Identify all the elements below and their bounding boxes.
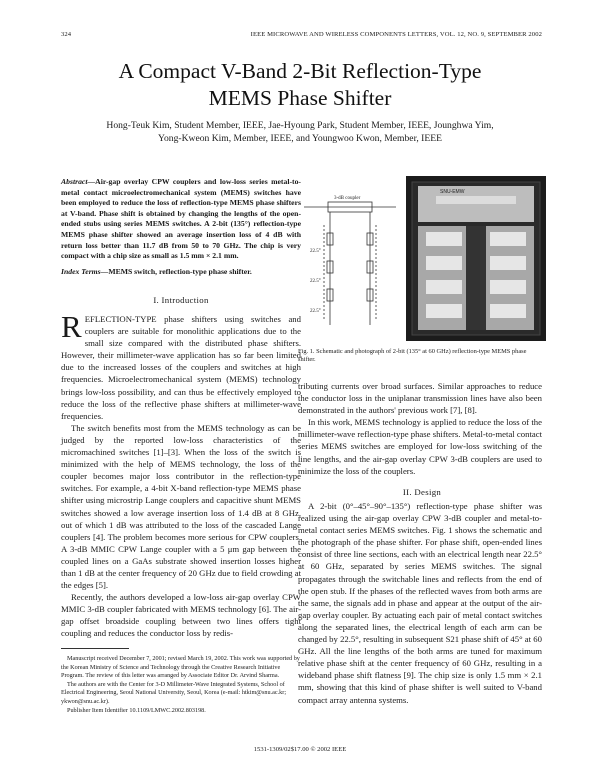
index-terms-text: MEMS switch, reflection-type phase shifter. bbox=[108, 267, 252, 276]
authors-line-2: Yong-Kweon Kim, Member, IEEE, and Youngwoo Kwon, Member, IEEE bbox=[158, 132, 442, 144]
stub-label-1: 22.5° bbox=[310, 249, 321, 254]
footnote-affiliation: The authors are with the Center for 3-D Millimeter-Wave Integrated Systems, School of Electrical Engineering, Seoul National University, Seoul, Korea (e-mail: htkim@snu.ac.kr; ykwon@snu.ac.kr). bbox=[61, 680, 287, 705]
title-line-1: A Compact V-Band 2-Bit Reflection-Type bbox=[118, 59, 482, 83]
footnote-rule bbox=[61, 648, 129, 649]
stub-label-2: 22.5° bbox=[310, 279, 321, 284]
column-2-body-top bbox=[298, 380, 542, 477]
page-number: 324 bbox=[61, 31, 72, 38]
copyright-footer: 1531-1309/02$17.00 © 2002 IEEE bbox=[253, 746, 347, 753]
intro-paragraph-2: The switch benefits most from the MEMS technology as can be judged by the reported low-loss characteristics of the micromachined switches [1]–[3]. When the loss of the switch is minimized with the help of MEMS technology, the loss of the coupler becomes major loss contributor in the reflection-type switches. For example, a 4-bit X-band reflection-type MEMS phase shifter using microstrip Lange couplers and capacitive shunt MEMS switches showed a low average insertion loss of 1.4 dB at 8 GHz, out of which 1 dB was attributed to the loss of the cascaded Lange couplers [4]. The problem becomes more serious for CPW couplers. A 3-dB MMIC CPW Lange coupler with a 5 μm gap between the coupled lines on a GaAs substrate showed insertion losses higher than 1 dB at the center frequency of 20 GHz due to field crowding at the edges [5]. bbox=[61, 422, 301, 591]
abstract-text: Air-gap overlay CPW couplers and low-loss series metal-to-metal contact microelectromechanical system (MEMS) switches have been employed to reduce the loss of reflection-type MEMS phase shifters at V-band. Phase shift is obtained by changing the lengths of the open-ended stubs using series MEMS switches. A 2-bit (135°) reflection-type MEMS phase shifter showed an average insertion loss of 4 dB with return loss better than 11.7 dB from 50 to 70 GHz. The chip is very compact with a chip size as small as 1.5 mm × 2.1 mm. bbox=[61, 177, 301, 261]
footnote bbox=[61, 655, 301, 715]
figure-caption: Fig. 1. Schematic and photograph of 2-bit (135° at 60 GHz) reflection-type MEMS phase shifter. bbox=[298, 348, 527, 364]
abstract-label: Abstract— bbox=[61, 177, 96, 186]
intro-paragraph-5: In this work, MEMS technology is applied to reduce the loss of the millimeter-wave reflection-type phase shifters. Metal-to-metal contact series MEMS switches are employed for low-loss switching of the line lengths, and the air-gap overlay CPW 3-dB couplers are used to minimize the loss of the couplers. bbox=[298, 417, 542, 476]
index-terms bbox=[61, 267, 301, 277]
column-2-body-design bbox=[298, 500, 542, 706]
figure-chip-photo bbox=[406, 176, 546, 341]
stub-label-3: 22.5° bbox=[310, 309, 321, 314]
footnote-manuscript: Manuscript received December 7, 2001; revised March 19, 2002. This work was supported by the Korean Ministry of Science and Technology through the Creative Research Initiative Program. The review of this letter was arranged by Associate Editor Dr. Arvind Sharma. bbox=[61, 655, 300, 680]
author-list bbox=[40, 120, 560, 145]
abstract bbox=[61, 177, 301, 262]
chip-label: SNU-EMW bbox=[440, 189, 465, 195]
authors-line-1: Hong-Teuk Kim, Student Member, IEEE, Jae-Hyoung Park, Student Member, IEEE, Jounghwa Yim, bbox=[106, 120, 494, 131]
drop-cap: R bbox=[61, 309, 82, 344]
intro-paragraph-1-text: EFLECTION-TYPE phase shifters using switches and couplers are suitable for monolithic applications due to the small size compared with the distributed phase shifters. However, their millimeter-wave application has so far been limited due to the increased losses of the couplers and switches at high frequencies. Microelectromechanical system (MEMS) technology brings low-loss possibility, and can thus be effectively employed to reduce the loss of the reflective phase shifters at millimeter-wave frequencies. bbox=[61, 314, 301, 421]
section-heading-introduction: I. Introduction bbox=[153, 295, 209, 305]
running-header: IEEE MICROWAVE AND WIRELESS COMPONENTS LETTERS, VOL. 12, NO. 9, SEPTEMBER 2002 bbox=[250, 31, 542, 38]
coupler-label: 3-dB coupler bbox=[334, 196, 361, 201]
footnote-pii: Publisher Item Identifier 10.1109/LMWC.2002.803198. bbox=[67, 706, 206, 714]
index-terms-label: Index Terms— bbox=[61, 267, 109, 276]
paper-title bbox=[0, 58, 600, 112]
figure-schematic bbox=[300, 195, 400, 335]
design-paragraph-1: A 2-bit (0°–45°–90°–135°) reflection-type phase shifter was realized using the air-gap overlay CPW 3-dB coupler and metal-to-metal contact series MEMS switches. Fig. 1 shows the schematic and the photograph of the phase shifter. For phase shift, open-ended lines consist of three line sections, each with an electrical length near 22.5° at 60 GHz, separated by series MEMS switches. The signal propagates through the switchable lines and reflects from the end of the open stub. If the phases of the reflected waves from both arms are the same, the signals add in phase and appear at the output of the air-gap overlay coupler. By actuating each pair of metal contact switches along the separated lines, the electrical length of each arm can be changed by 22.5°, resulting in subsequent S21 phase shift of 45° at 60 GHz. All the line lengths of the both arms are tuned for maximum relative phase shift at the center frequency of 60 GHz, resulting in a wideband phase shift flatness [9]. The chip size is only 1.5 mm × 2.1 mm, showing that this kind of phase shifter is well suited to V-band compact array antenna systems. bbox=[298, 501, 542, 705]
column-1-body bbox=[61, 309, 301, 640]
intro-paragraph-3: Recently, the authors developed a low-loss air-gap overlay CPW MMIC 3-dB coupler fabricated with MEMS technology [6]. The air-gap offset broadside coupling between two lines offers tight coupling and reduces the conductor loss by redis- bbox=[61, 592, 301, 639]
intro-paragraph-4: tributing currents over broad surfaces. Similar approaches to reduce the conductor loss in the uniplanar transmission lines have also been demonstrated in the authors' previous work [7], [8]. bbox=[298, 381, 542, 416]
intro-paragraph-1 bbox=[61, 309, 301, 422]
section-heading-design: II. Design bbox=[402, 487, 442, 497]
title-line-2: MEMS Phase Shifter bbox=[208, 86, 392, 110]
